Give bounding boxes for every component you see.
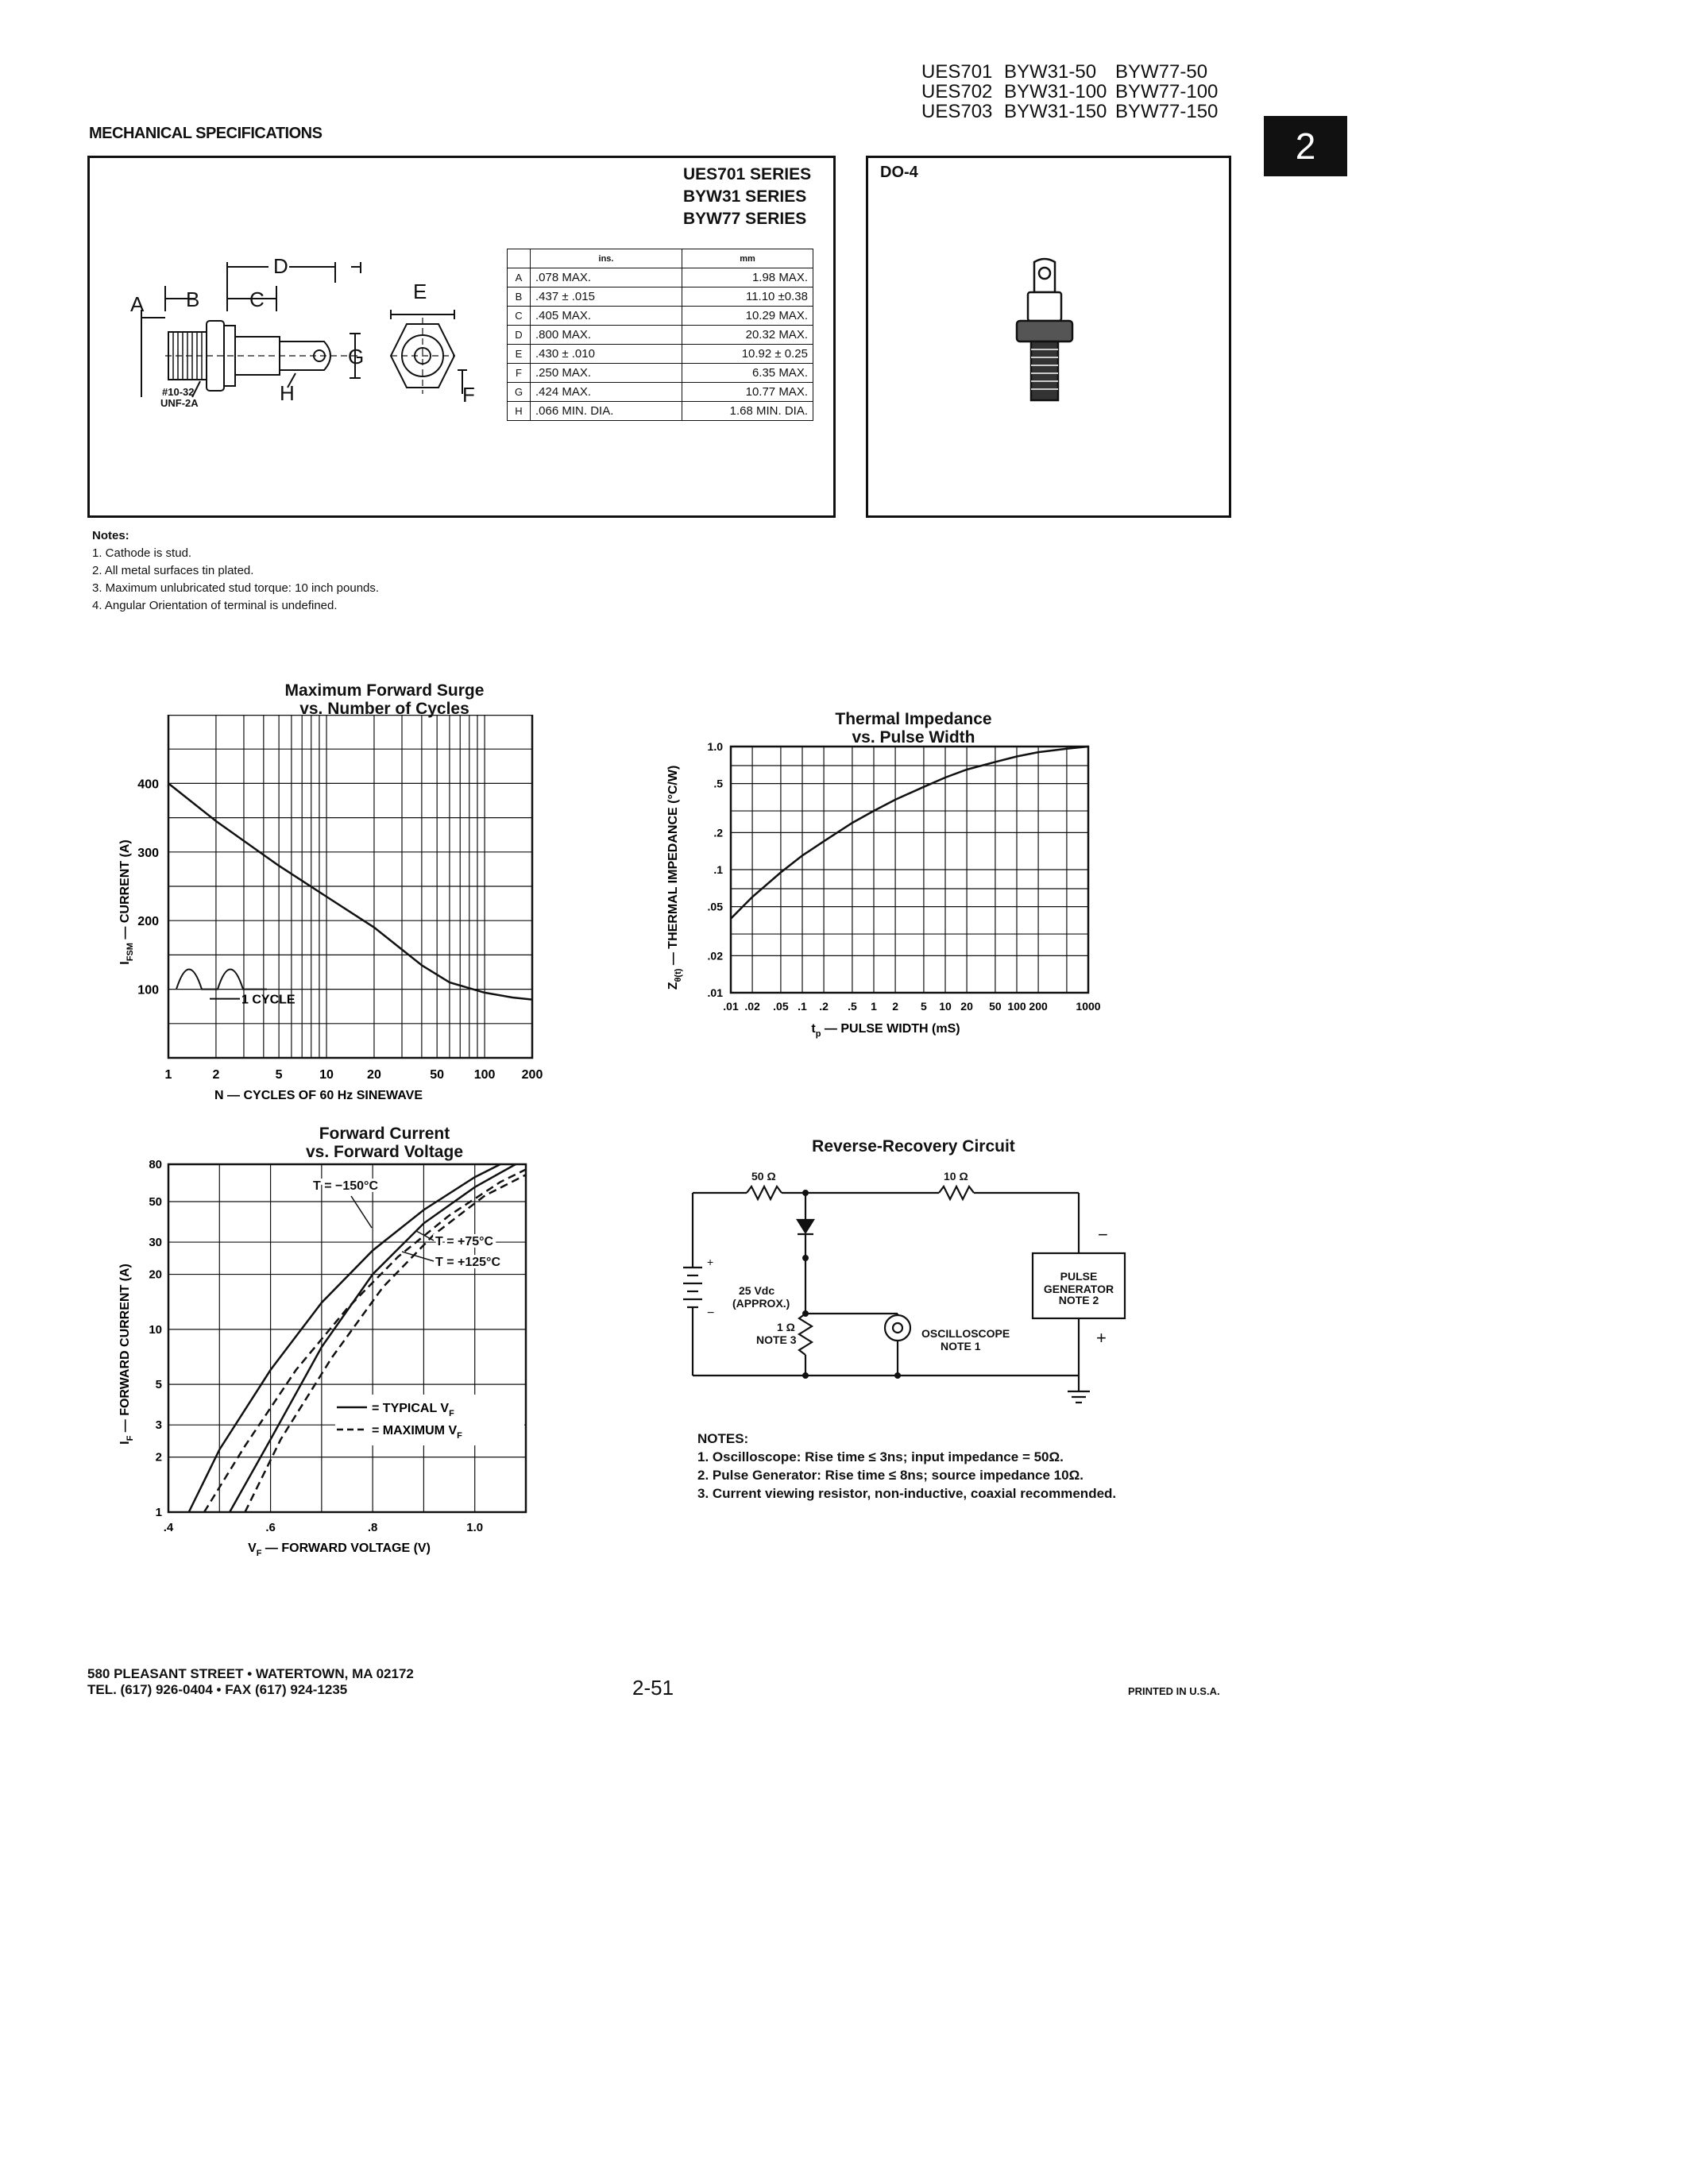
table-cell: .437 ± .015 xyxy=(531,287,682,307)
do4-package-illustration xyxy=(993,254,1096,413)
resistor-1-ohm xyxy=(799,1314,812,1355)
y-tick-label: 400 xyxy=(137,778,159,792)
thread-label: #10-32 xyxy=(162,386,195,398)
table-cell: .078 MAX. xyxy=(531,268,682,287)
note-item: 1. Cathode is stud. xyxy=(92,546,192,560)
table-cell: .800 MAX. xyxy=(531,326,682,345)
label-leader xyxy=(402,1252,434,1261)
x-tick-label: 50 xyxy=(430,1068,445,1082)
part-row xyxy=(921,82,1218,102)
table-cell: 20.32 MAX. xyxy=(682,326,813,345)
table-cell: 10.77 MAX. xyxy=(682,383,813,402)
x-tick-label: 10 xyxy=(319,1068,334,1082)
table-cell: .250 MAX. xyxy=(531,364,682,383)
x-tick-label: 20 xyxy=(367,1068,381,1082)
table-row xyxy=(508,287,813,307)
series-list xyxy=(683,164,811,230)
mechanical-title: MECHANICAL SPECIFICATIONS xyxy=(89,125,323,142)
y-tick-label: 3 xyxy=(155,1418,162,1433)
y-tick-label: 20 xyxy=(149,1268,162,1282)
dimension-table xyxy=(507,249,813,421)
x-tick-label: .02 xyxy=(744,1000,760,1013)
chart-subtitle-line: vs. Number of Cycles xyxy=(299,700,469,718)
table-cell: 1.68 MIN. DIA. xyxy=(682,402,813,421)
table-cell: D xyxy=(508,326,531,345)
surge-chart xyxy=(111,715,556,1112)
y-tick-label: .2 xyxy=(713,826,723,839)
y-tick-label: 1.0 xyxy=(707,740,723,753)
part-number: BYW31-100 xyxy=(1004,81,1107,102)
lug-hole xyxy=(1039,268,1050,279)
y-tick-label: 1 xyxy=(155,1506,162,1519)
note-item: 2. All metal surfaces tin plated. xyxy=(92,564,254,577)
source-label: 25 Vdc xyxy=(739,1284,775,1297)
package-stud xyxy=(1031,341,1058,400)
table-cell: H xyxy=(508,402,531,421)
table-row xyxy=(508,364,813,383)
chart-title-line: Thermal Impedance xyxy=(835,710,992,728)
x-axis-label: $V_F$ — FORWARD VOLTAGE (V) xyxy=(248,1542,431,1558)
x-tick-label: 1 xyxy=(871,1000,877,1013)
table-row xyxy=(508,307,813,326)
x-tick-label: 2 xyxy=(892,1000,898,1013)
x-tick-label: 200 xyxy=(1029,1000,1048,1013)
address-line: 580 PLEASANT STREET • WATERTOWN, MA 02172 xyxy=(87,1666,414,1681)
part-row xyxy=(921,102,1218,122)
x-tick-label: 50 xyxy=(989,1000,1002,1013)
part-number: BYW77-50 xyxy=(1115,61,1208,83)
mechanical-notes xyxy=(92,527,379,615)
temp-label-125: T = +125°C xyxy=(435,1256,500,1269)
plot-frame xyxy=(168,1164,526,1512)
x-tick-label: .8 xyxy=(367,1521,378,1534)
y-tick-label: .1 xyxy=(713,863,723,876)
reverse-recovery-circuit xyxy=(683,1160,1176,1414)
table-cell: F xyxy=(508,364,531,383)
table-cell: 6.35 MAX. xyxy=(682,364,813,383)
table-cell: .424 MAX. xyxy=(531,383,682,402)
note-item: 2. Pulse Generator: Rise time ≤ 8ns; source impedance 10Ω. xyxy=(697,1468,1083,1483)
y-tick-label: 300 xyxy=(137,846,159,860)
x-tick-label: 1 xyxy=(164,1068,172,1082)
legend-typical: = TYPICAL $V_F$ xyxy=(372,1402,454,1418)
x-tick-label: .05 xyxy=(773,1000,789,1013)
resistor-50-ohm xyxy=(747,1187,782,1199)
minus-label: − xyxy=(1098,1225,1108,1244)
forward-chart xyxy=(111,1152,556,1565)
part-row xyxy=(921,62,1218,82)
dim-label-h: H xyxy=(280,381,295,405)
y-axis-label: $I_{FSM}$ — CURRENT (A) xyxy=(118,839,135,965)
pulse-label-2: GENERATOR xyxy=(1043,1283,1114,1295)
thermal-chart xyxy=(659,715,1136,1064)
temp-label-150: T = −150°C xyxy=(313,1179,378,1193)
chart-title-line: Maximum Forward Surge xyxy=(284,681,485,700)
forward-series-line xyxy=(189,1164,500,1512)
y-tick-label: 100 xyxy=(137,983,159,997)
chart-title xyxy=(170,681,599,718)
battery-minus-label: − xyxy=(707,1306,715,1320)
table-corner xyxy=(508,249,531,268)
legend-maximum: = MAXIMUM $V_F$ xyxy=(372,1424,462,1441)
dim-label-e: E xyxy=(413,280,427,303)
x-tick-label: 5 xyxy=(275,1068,283,1082)
part-number: UES702 xyxy=(921,81,993,102)
table-cell: 10.92 ± 0.25 xyxy=(682,345,813,364)
table-cell: .405 MAX. xyxy=(531,307,682,326)
x-tick-label: 1.0 xyxy=(466,1521,484,1534)
dim-label-g: G xyxy=(348,345,365,369)
notes-title: Notes: xyxy=(92,529,129,542)
table-row xyxy=(508,326,813,345)
table-cell: 11.10 ±0.38 xyxy=(682,287,813,307)
y-tick-label: .5 xyxy=(713,777,723,790)
thread-label-2: UNF-2A xyxy=(160,397,199,409)
r3-label: 1 Ω xyxy=(777,1321,795,1333)
part-number: UES703 xyxy=(921,101,993,122)
table-cell: B xyxy=(508,287,531,307)
circuit-notes xyxy=(697,1430,1116,1503)
series-name: BYW77 SERIES xyxy=(683,210,807,228)
x-tick-label: 100 xyxy=(1007,1000,1026,1013)
y-tick-label: .05 xyxy=(707,900,723,913)
series-name: BYW31 SERIES xyxy=(683,187,807,206)
notes-title: NOTES: xyxy=(697,1431,749,1446)
page-number: 2-51 xyxy=(632,1676,674,1700)
label-leader xyxy=(351,1196,372,1228)
x-tick-label: 2 xyxy=(212,1068,220,1082)
diode-symbol xyxy=(798,1220,813,1233)
phone-line: TEL. (617) 926-0404 • FAX (617) 924-1235 xyxy=(87,1682,348,1697)
x-tick-label: .2 xyxy=(819,1000,829,1013)
table-row xyxy=(508,268,813,287)
plus-label: + xyxy=(1096,1328,1107,1348)
forward-series-line xyxy=(245,1175,526,1512)
note3-label: NOTE 3 xyxy=(756,1333,797,1346)
package-hex xyxy=(1017,321,1072,341)
chart-subtitle-line: vs. Forward Voltage xyxy=(306,1143,463,1161)
table-row xyxy=(508,345,813,364)
source-label-2: (APPROX.) xyxy=(732,1297,790,1310)
x-tick-label: 20 xyxy=(960,1000,973,1013)
part-number: UES701 xyxy=(921,61,993,83)
table-cell: G xyxy=(508,383,531,402)
circuit-title: Reverse-Recovery Circuit xyxy=(812,1137,1015,1156)
y-tick-label: 30 xyxy=(149,1236,162,1250)
chart-subtitle-line: vs. Pulse Width xyxy=(852,728,975,747)
scope-label: OSCILLOSCOPE xyxy=(921,1327,1010,1340)
mechanical-drawing xyxy=(89,238,502,421)
x-tick-label: 10 xyxy=(939,1000,952,1013)
forward-series-line xyxy=(204,1170,526,1513)
x-tick-label: .4 xyxy=(163,1521,174,1534)
x-tick-label: .1 xyxy=(798,1000,807,1013)
table-header: mm xyxy=(682,249,813,268)
resistor-10-ohm xyxy=(939,1187,974,1199)
y-tick-label: 2 xyxy=(155,1450,162,1464)
package-body xyxy=(1028,292,1061,321)
package-label: DO-4 xyxy=(880,164,918,181)
table-cell: .066 MIN. DIA. xyxy=(531,402,682,421)
y-tick-label: 50 xyxy=(149,1194,162,1209)
x-tick-label: .01 xyxy=(723,1000,739,1013)
table-cell: 10.29 MAX. xyxy=(682,307,813,326)
footer-address xyxy=(87,1666,414,1698)
oscilloscope-symbol xyxy=(885,1315,910,1341)
x-tick-label: .6 xyxy=(265,1521,276,1534)
y-tick-label: 10 xyxy=(149,1322,162,1337)
table-row xyxy=(508,383,813,402)
dim-label-d: D xyxy=(273,254,288,278)
r1-label: 50 Ω xyxy=(751,1170,776,1183)
x-tick-label: 5 xyxy=(921,1000,927,1013)
table-cell: .430 ± .010 xyxy=(531,345,682,364)
note-item: 3. Maximum unlubricated stud torque: 10 inch pounds. xyxy=(92,581,380,595)
dim-label-f: F xyxy=(462,383,475,407)
table-cell: C xyxy=(508,307,531,326)
x-axis-label: N — CYCLES OF 60 Hz SINEWAVE xyxy=(214,1089,423,1102)
x-tick-label: 100 xyxy=(473,1068,496,1082)
pulse-label-3: NOTE 2 xyxy=(1058,1294,1099,1306)
y-tick-label: 5 xyxy=(155,1378,162,1392)
y-axis-label: $I_F$ — FORWARD CURRENT (A) xyxy=(118,1264,135,1445)
section-tab: 2 xyxy=(1264,116,1347,176)
series-name: UES701 SERIES xyxy=(683,165,812,183)
y-axis-label: $Z_{\theta(t)}$ — THERMAL IMPEDANCE (°C/W) xyxy=(666,765,683,990)
y-tick-label: 80 xyxy=(149,1158,162,1171)
table-row xyxy=(508,402,813,421)
pulse-label: PULSE xyxy=(1060,1270,1098,1283)
table-cell: A xyxy=(508,268,531,287)
cycle-waveform xyxy=(176,969,267,989)
chart-title-line: Forward Current xyxy=(319,1125,450,1143)
y-tick-label: 200 xyxy=(137,915,159,929)
dim-label-c: C xyxy=(249,287,265,311)
table-header: ins. xyxy=(531,249,682,268)
note-item: 4. Angular Orientation of terminal is undefined. xyxy=(92,599,338,612)
table-cell: E xyxy=(508,345,531,364)
part-number: BYW77-100 xyxy=(1115,81,1219,102)
r2-label: 10 Ω xyxy=(944,1170,968,1183)
x-tick-label: 1000 xyxy=(1076,1000,1101,1013)
note-item: 1. Oscilloscope: Rise time ≤ 3ns; input impedance = 50Ω. xyxy=(697,1449,1064,1464)
battery-plus-label: + xyxy=(707,1256,714,1268)
cycle-annotation: 1 CYCLE xyxy=(241,993,295,1007)
part-number: BYW31-50 xyxy=(1004,61,1097,83)
printed-note: PRINTED IN U.S.A. xyxy=(1128,1685,1220,1697)
temp-label-75: T = +75°C xyxy=(435,1235,494,1248)
x-axis-label: $t_p$ — PULSE WIDTH (mS) xyxy=(811,1022,960,1039)
table-cell: 1.98 MAX. xyxy=(682,268,813,287)
dim-label-b: B xyxy=(186,287,200,311)
dim-label-a: A xyxy=(130,292,145,316)
table-header-row xyxy=(508,249,813,268)
part-number: BYW31-150 xyxy=(1004,101,1107,122)
part-number: BYW77-150 xyxy=(1115,101,1219,122)
note-item: 3. Current viewing resistor, non-inductive, coaxial recommended. xyxy=(697,1486,1117,1501)
scope-note-label: NOTE 1 xyxy=(941,1340,981,1352)
y-tick-label: .01 xyxy=(707,986,723,999)
part-number-block xyxy=(921,62,1218,122)
y-tick-label: .02 xyxy=(707,949,723,963)
x-tick-label: 200 xyxy=(521,1068,543,1082)
x-tick-label: .5 xyxy=(848,1000,857,1013)
